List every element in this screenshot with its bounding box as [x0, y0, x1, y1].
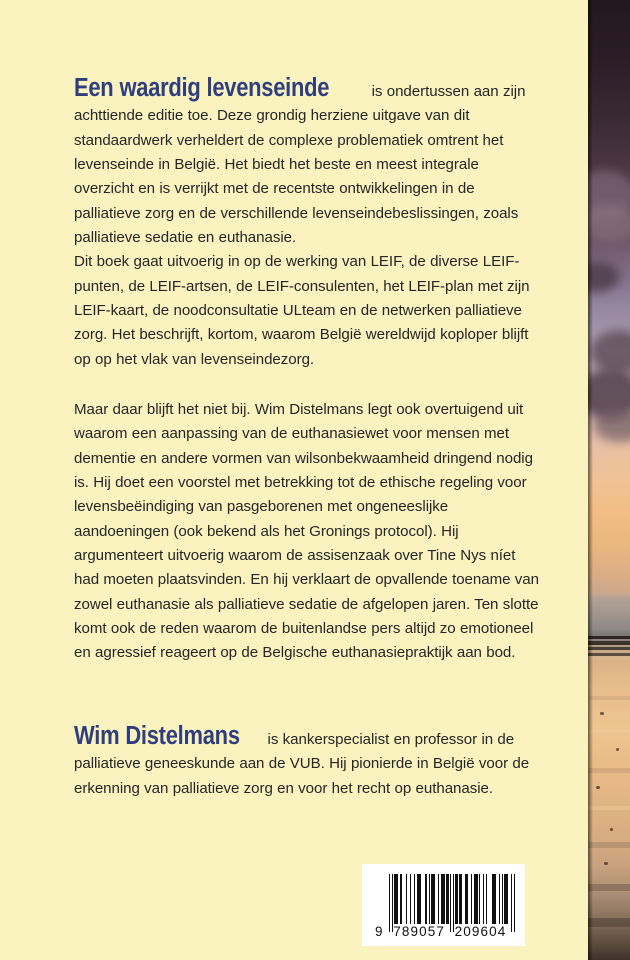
blurb-intro-paragraph [74, 76, 542, 250]
waves [588, 636, 630, 662]
sand-streak [588, 884, 630, 891]
blurb-second-paragraph: Dit boek gaat uitvoerig in op de werking van LEIF, de diverse LEIF-punten, de LEIF-artsen, de LEIF-consulenten, het LEIF-plan met zijn LEIF-kaart, de noodconsultatie ULteam en de netwerken palliatieve zorg. Het beschrijft, kortom, waarom België wereldwijd koploper blijft op op het vlak van levenseindezorg. [74, 253, 530, 368]
author-name: Wim Distelmans [74, 722, 240, 750]
sand-streak [588, 768, 630, 773]
pebble [596, 786, 600, 789]
sand-streak [588, 918, 630, 927]
barcode-digits: 9 789057 209604 [375, 924, 507, 939]
barcode-bar [471, 874, 472, 924]
barcode-bar [438, 874, 439, 924]
barcode [362, 864, 525, 946]
barcode-bar [479, 874, 480, 924]
barcode-bar [425, 874, 428, 924]
cloud-icon [588, 205, 630, 241]
barcode-bar [483, 874, 484, 924]
pebble [616, 748, 619, 751]
barcode-bar [504, 874, 508, 924]
pebble [600, 712, 604, 715]
barcode-bar [410, 874, 411, 924]
barcode-inner [362, 864, 525, 946]
barcode-bar [486, 874, 487, 924]
wet-sand-beach [588, 660, 630, 960]
pebble [610, 828, 613, 831]
barcode-bar [441, 874, 445, 924]
author-bio-block [74, 724, 542, 801]
sand-streak [588, 806, 630, 810]
front-cover-photo-strip [588, 0, 630, 960]
sand-streak [588, 730, 630, 733]
sunset-sky [588, 0, 630, 612]
book-title-lead: Een waardig levenseinde [74, 74, 330, 102]
barcode-bar [400, 874, 403, 924]
author-bio-text: is kankerspecialist en professor in de palliatieve geneeskunde aan de VUB. Hij pionierde in België voor de erkenning van palliatieve zorg en voor het recht op euthanasie. [74, 731, 530, 797]
blurb-intro-block [74, 76, 542, 372]
blurb-intro-text: is ondertussen aan zijn achttiende editie toe. Deze grondig herziene uitgave van dit standaardwerk verheldert de complexe problematiek omtrent het levenseinde in België. Het biedt het beste en meest integrale overzicht en is verrijkt met de recentste ontwikkelingen in de palliatieve zorg en de verschillende levenseindebeslissingen, zoals palliatieve sedatie en euthanasie. [74, 83, 526, 247]
barcode-bar [474, 874, 478, 924]
barcode-bars [389, 874, 515, 924]
barcode-bar [459, 874, 462, 924]
sand-streak [588, 696, 630, 700]
barcode-bar [502, 874, 503, 924]
sea-horizon [588, 596, 630, 640]
barcode-bar [406, 874, 407, 924]
barcode-bar [465, 874, 469, 924]
barcode-bar [417, 874, 421, 924]
barcode-bar [492, 874, 496, 924]
barcode-bar [394, 874, 398, 924]
blurb-third-paragraph: Maar daar blijft het niet bij. Wim Distelmans legt ook overtuigend uit waarom een aanpassing van de euthanasiewet voor mensen met dementie en andere vormen van wilsonbekwaamheid dringend nodig is. Hij doet een voorstel met betrekking tot de ethische regeling voor levensbeëindiging van pasgeborenen met ongeneeslijke aandoeningen (ook bekend als het Gronings protocol). Hij argumenteert uitvoerig waarom de assisenzaak over Tine Nys níet had moeten plaatsvinden. En hij verklaart de opvallende toename van zowel euthanasie als palliatieve sedatie de afgelopen jaren. Ten slotte komt ook de reden waarom de buitenlandse pers altijd zo emotioneel en agressief reageert op de Belgische euthanasiepraktijk aan bod. [74, 401, 539, 662]
barcode-bar [414, 874, 415, 924]
sand-streak [588, 842, 630, 848]
barcode-bar [431, 874, 435, 924]
author-bio-paragraph [74, 724, 542, 801]
blurb-middle-block [74, 398, 542, 666]
barcode-bar [446, 874, 449, 924]
barcode-bar [499, 874, 500, 924]
barcode-bar [429, 874, 430, 924]
barcode-bar [455, 874, 458, 924]
pebble [604, 862, 608, 865]
